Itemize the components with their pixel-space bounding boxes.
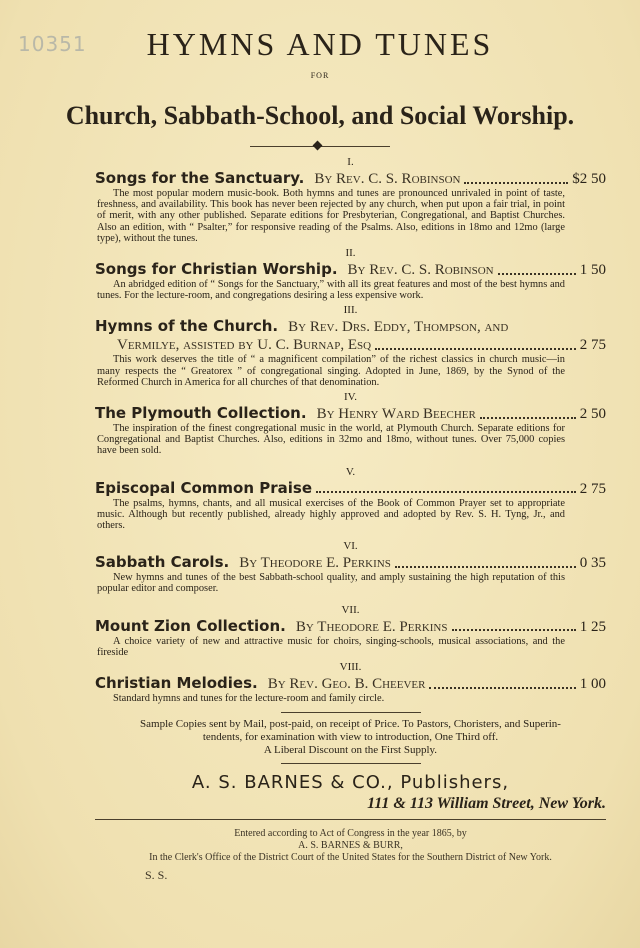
book-description: The inspiration of the finest congregational music in the world, at Plymouth Church. Separate editions for Congregational and Baptist Churches. Also, editions in 32mo and 18mo, without tunes. Over 75,000 copies have been sold. [97, 423, 565, 457]
copyright-line: Entered according to Act of Congress in the year 1865, by [234, 828, 467, 840]
book-description: New hymns and tunes of the best Sabbath-school quality, and amply sustaining the high reputation of this popular editor and composer. [97, 572, 565, 595]
book-description: An abridged edition of “ Songs for the Sanctuary,” with all its great features and most of the best hymns and tunes. For the lecture-room, and congregations desiring a less expensive work. [97, 279, 565, 302]
book-author: By Rev. C. S. Robinson [347, 262, 494, 279]
entry-heading [95, 169, 606, 188]
pencil-catalog-number: 10351 [18, 32, 87, 56]
section-numeral: VIII. [339, 661, 362, 674]
book-price: 1 00 [579, 676, 606, 693]
dot-leader [498, 273, 576, 275]
book-author-line2: Vermilye, assisted by U. C. Burnap, Esq [117, 337, 372, 354]
signature-mark: S. S. [145, 868, 168, 883]
copyright-line: In the Clerk's Office of the District Court of the United States for the Southern District of New York. [149, 852, 552, 864]
dot-leader [480, 417, 576, 419]
notice-line: Sample Copies sent by Mail, post-paid, on receipt of Price. To Pastors, Choristers, and Superin- [140, 718, 561, 731]
section-numeral: I. [347, 156, 354, 168]
section-numeral: V. [345, 465, 356, 478]
section-numeral: VII. [341, 603, 360, 616]
book-price: 0 35 [579, 555, 606, 572]
book-title: Songs for Christian Worship. [95, 260, 338, 279]
book-description: Standard hymns and tunes for the lecture-room and family circle. [113, 693, 385, 705]
dot-leader [464, 182, 568, 184]
dot-leader [452, 629, 576, 631]
entry-heading [95, 553, 606, 572]
book-title: Mount Zion Collection. [95, 616, 286, 635]
book-author: By Henry Ward Beecher [316, 406, 476, 423]
notice-line: A Liberal Discount on the First Supply. [263, 744, 438, 757]
book-title: Christian Melodies. [95, 674, 258, 693]
dot-leader [316, 491, 576, 493]
entry-heading [95, 674, 606, 693]
book-price: 1 50 [579, 262, 606, 279]
section-numeral: III. [343, 304, 358, 317]
book-description: A choice variety of new and attractive music for choirs, singing-schools, musical associations, and the fireside [97, 635, 565, 658]
book-author: By Rev. C. S. Robinson [314, 171, 461, 187]
section-numeral: VI. [343, 540, 358, 553]
title-for: FOR [310, 71, 330, 80]
section-numeral: IV. [344, 391, 357, 404]
divider [95, 819, 606, 820]
publisher-name: A. S. BARNES & CO., Publishers, [191, 772, 510, 794]
book-title: Sabbath Carols. [95, 553, 230, 572]
book-price: 2 75 [579, 480, 606, 497]
book-description: The most popular modern music-book. Both hymns and tunes are pronounced unrivaled in point of taste, freshness, and availability. This book has never been rejected by any church, when put upon a fair trial, in point of merit, with any other published. Separate editions for Presbyterian, Congregational, and Baptist Churches. Also an edition, with “ Psalter,” for responsive reading of the Psalms. Also, editions in 18mo and 12mo (large type), without the tunes. [97, 188, 565, 244]
book-price: 1 25 [579, 618, 606, 635]
book-title: Songs for the Sanctuary. [95, 169, 305, 187]
book-description: The psalms, hymns, chants, and all musical exercises of the Book of Common Prayer set to appropriate music. Although but recently published, already highly approved and adopted by Rev. S. H. Tyng, Jr., and others. [97, 497, 565, 532]
copyright-line: A. S. BARNES & BURR, [298, 840, 403, 852]
book-author: By Rev. Drs. Eddy, Thompson, and [288, 319, 509, 336]
entry-heading [95, 317, 606, 336]
book-author: By Rev. Geo. B. Cheever [267, 676, 426, 693]
book-author: By Theodore E. Perkins [295, 618, 448, 635]
book-title: Episcopal Common Praise [95, 478, 313, 497]
book-title: Hymns of the Church. [95, 317, 279, 336]
gothic-subtitle: Church, Sabbath-School, and Social Worship. [65, 101, 575, 130]
dot-leader [375, 348, 576, 350]
ornament-divider [250, 141, 390, 151]
entry-heading [95, 260, 606, 279]
divider [281, 712, 421, 713]
entry-heading [95, 479, 606, 498]
dot-leader [395, 566, 576, 568]
book-price: $2 50 [572, 171, 606, 187]
book-price: 2 75 [579, 337, 606, 354]
book-list [95, 155, 606, 882]
book-description: This work deserves the title of “ a magnificent compilation” of the richest classics in church music—in many respects the “ Greatorex ” of congregational singing. Adopted in June, 1869, by the Synod of the Reformed Church in America for all churches of that denomination. [97, 354, 565, 388]
book-author: By Theodore E. Perkins [239, 555, 391, 572]
publisher-address: 111 & 113 William Street, New York. [367, 795, 606, 813]
page-title: HYMNS AND TUNES [146, 26, 494, 62]
notice-line: tendents, for examination with view to introduction, One Third off. [202, 731, 499, 744]
divider [281, 763, 421, 764]
entry-heading [95, 404, 606, 423]
book-price: 2 50 [579, 406, 606, 423]
dot-leader [429, 687, 575, 689]
entry-heading [95, 617, 606, 636]
entry-heading-continued [117, 336, 606, 354]
book-title: The Plymouth Collection. [95, 404, 307, 423]
section-numeral: II. [345, 247, 356, 260]
